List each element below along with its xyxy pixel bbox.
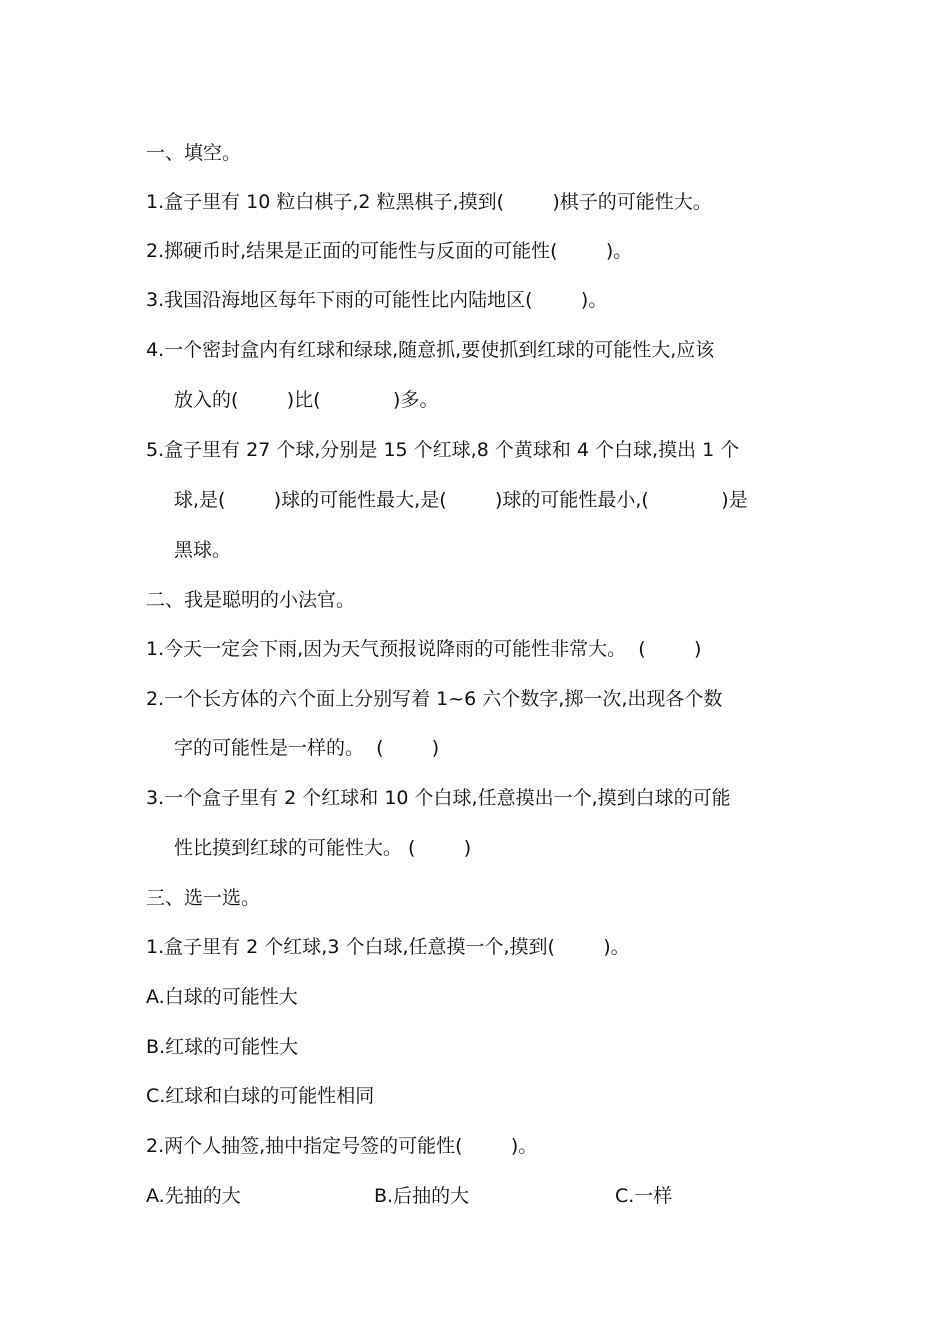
choose-question-2-option-c: C.一样 <box>615 1185 673 1207</box>
choose-question-1: 1.盒子里有 2 个红球,3 个白球,任意摸一个,摸到( )。 <box>146 936 630 958</box>
choose-question-1-option-a: A.白球的可能性大 <box>146 986 298 1008</box>
fill-question-4-line-1: 4.一个密封盒内有红球和绿球,随意抓,要使抓到红球的可能性大,应该 <box>146 339 715 361</box>
fill-question-3: 3.我国沿海地区每年下雨的可能性比内陆地区( )。 <box>146 289 608 311</box>
judge-question-2-line-1: 2.一个长方体的六个面上分别写着 1~6 六个数字,掷一次,出现各个数 <box>146 688 723 710</box>
choose-question-2-option-a: A.先抽的大 <box>146 1185 241 1207</box>
fill-question-4-line-2: 放入的( )比( )多。 <box>174 389 439 411</box>
judge-question-3-line-1: 3.一个盒子里有 2 个红球和 10 个白球,任意摸出一个,摸到白球的可能 <box>146 787 731 809</box>
fill-question-5-line-2: 球,是( )球的可能性最大,是( )球的可能性最小,( )是 <box>174 489 748 511</box>
judge-question-3-line-2: 性比摸到红球的可能性大。 ( ) <box>174 837 472 859</box>
fill-question-2: 2.掷硬币时,结果是正面的可能性与反面的可能性( )。 <box>146 240 633 262</box>
choose-question-2: 2.两个人抽签,抽中指定号签的可能性( )。 <box>146 1135 538 1157</box>
section-judge-heading: 二、我是聪明的小法官。 <box>146 589 356 611</box>
choose-question-1-option-b: B.红球的可能性大 <box>146 1036 299 1058</box>
fill-question-1: 1.盒子里有 10 粒白棋子,2 粒黑棋子,摸到( )棋子的可能性大。 <box>146 191 712 213</box>
choose-question-1-option-c: C.红球和白球的可能性相同 <box>146 1085 375 1107</box>
fill-question-5-line-1: 5.盒子里有 27 个球,分别是 15 个红球,8 个黄球和 4 个白球,摸出 1 个 <box>146 439 740 461</box>
section-choose-heading: 三、选一选。 <box>146 887 261 909</box>
judge-question-1: 1.今天一定会下雨,因为天气预报说降雨的可能性非常大。 ( ) <box>146 638 702 660</box>
judge-question-2-line-2: 字的可能性是一样的。 ( ) <box>174 737 440 759</box>
choose-question-2-option-b: B.后抽的大 <box>374 1185 470 1207</box>
section-fill-heading: 一、填空。 <box>146 142 242 164</box>
fill-question-5-line-3: 黑球。 <box>174 539 232 561</box>
